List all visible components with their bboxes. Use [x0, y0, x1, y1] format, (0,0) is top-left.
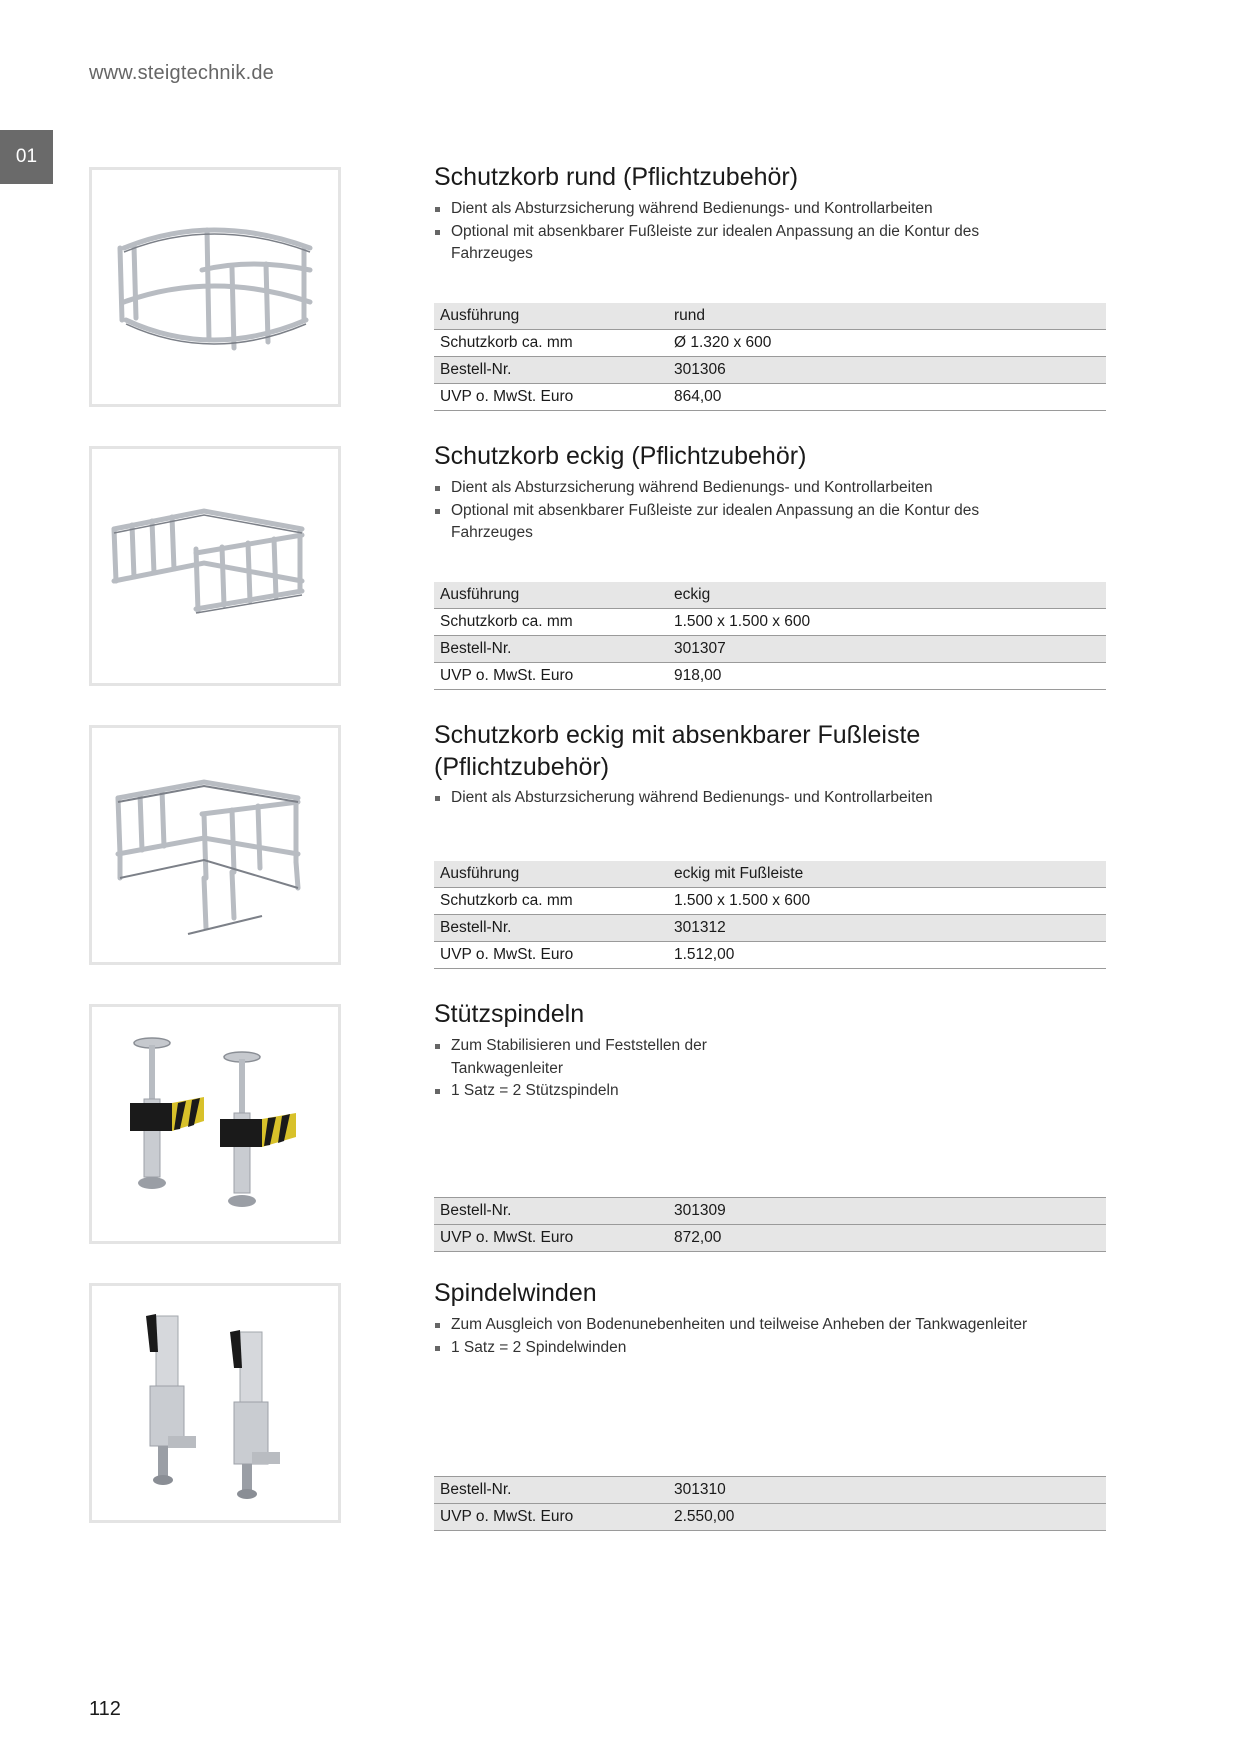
- spec-value: eckig: [668, 582, 1106, 609]
- spec-value: 301312: [668, 915, 1106, 942]
- product-image: [89, 725, 341, 965]
- support-spindles-icon: [92, 1007, 338, 1241]
- product-image: [89, 1004, 341, 1244]
- spec-table: [434, 303, 1106, 411]
- spec-value: eckig mit Fußleiste: [668, 861, 1106, 888]
- spec-row: [434, 1225, 1106, 1252]
- spec-label: Schutzkorb ca. mm: [434, 330, 668, 357]
- product-title: Schutzkorb eckig (Pflichtzubehör): [434, 442, 807, 470]
- spec-label: Schutzkorb ca. mm: [434, 888, 668, 915]
- spec-label: UVP o. MwSt. Euro: [434, 1504, 668, 1531]
- page-number: 112: [89, 1698, 121, 1720]
- spec-row: [434, 1477, 1106, 1504]
- feature-item: 1 Satz = 2 Spindelwinden: [434, 1337, 1154, 1360]
- spec-label: Bestell-Nr.: [434, 636, 668, 663]
- spec-value: 301307: [668, 636, 1106, 663]
- spec-label: Bestell-Nr.: [434, 1198, 668, 1225]
- spec-row: [434, 915, 1106, 942]
- feature-list: [434, 1035, 1154, 1103]
- spec-row: [434, 1198, 1106, 1225]
- square-safety-cage-with-toe-board-icon: [92, 728, 338, 962]
- spec-label: Ausführung: [434, 861, 668, 888]
- spec-row: [434, 330, 1106, 357]
- spec-value: Ø 1.320 x 600: [668, 330, 1106, 357]
- spec-row: [434, 609, 1106, 636]
- spec-row: [434, 888, 1106, 915]
- spec-label: Bestell-Nr.: [434, 1477, 668, 1504]
- feature-list: [434, 477, 1154, 545]
- spec-label: Schutzkorb ca. mm: [434, 609, 668, 636]
- product-schutzkorb-eckig: [0, 442, 1240, 692]
- spec-value: 918,00: [668, 663, 1106, 690]
- product-schutzkorb-rund: [0, 163, 1240, 413]
- spec-value: rund: [668, 303, 1106, 330]
- product-schutzkorb-eckig-fussleiste: [0, 721, 1240, 971]
- spec-label: Bestell-Nr.: [434, 357, 668, 384]
- feature-item: 1 Satz = 2 Stützspindeln: [434, 1080, 1154, 1103]
- feature-item: Optional mit absenkbarer Fußleiste zur idealen Anpassung an die Kontur des Fahrzeuges: [434, 500, 1051, 545]
- product-title: Spindelwinden: [434, 1279, 597, 1307]
- spec-value: 301306: [668, 357, 1106, 384]
- spec-label: UVP o. MwSt. Euro: [434, 663, 668, 690]
- spec-row: [434, 1504, 1106, 1531]
- product-image: [89, 1283, 341, 1523]
- spec-value: 1.500 x 1.500 x 600: [668, 888, 1106, 915]
- spec-label: UVP o. MwSt. Euro: [434, 384, 668, 411]
- feature-item: Dient als Absturzsicherung während Bedienungs- und Kontrollarbeiten: [434, 198, 1154, 221]
- spec-row: [434, 582, 1106, 609]
- product-stuetzspindeln: [0, 1000, 1240, 1250]
- site-url: www.steigtechnik.de: [89, 62, 275, 84]
- feature-item: Dient als Absturzsicherung während Bedienungs- und Kontrollarbeiten: [434, 787, 1154, 810]
- product-title: Schutzkorb eckig mit absenkbarer Fußleiste (Pflichtzubehör): [434, 721, 921, 781]
- spec-table: [434, 1197, 1106, 1252]
- spec-row: [434, 384, 1106, 411]
- feature-item: Optional mit absenkbarer Fußleiste zur idealen Anpassung an die Kontur des Fahrzeuges: [434, 221, 1051, 266]
- spindle-jacks-icon: [92, 1286, 338, 1520]
- spec-label: Ausführung: [434, 582, 668, 609]
- spec-value: 301310: [668, 1477, 1106, 1504]
- feature-item: Zum Ausgleich von Bodenunebenheiten und teilweise Anheben der Tankwagenleiter: [434, 1314, 1154, 1337]
- spec-value: 301309: [668, 1198, 1106, 1225]
- spec-row: [434, 663, 1106, 690]
- spec-row: [434, 357, 1106, 384]
- spec-value: 864,00: [668, 384, 1106, 411]
- spec-label: Bestell-Nr.: [434, 915, 668, 942]
- product-title: Schutzkorb rund (Pflichtzubehör): [434, 163, 799, 191]
- spec-label: UVP o. MwSt. Euro: [434, 1225, 668, 1252]
- round-safety-cage-icon: [92, 170, 338, 404]
- chapter-tab: 01: [0, 130, 53, 184]
- feature-list: [434, 787, 1154, 810]
- spec-row: [434, 942, 1106, 969]
- spec-value: 1.512,00: [668, 942, 1106, 969]
- spec-row: [434, 636, 1106, 663]
- spec-value: 872,00: [668, 1225, 1106, 1252]
- spec-value: 2.550,00: [668, 1504, 1106, 1531]
- spec-row: [434, 861, 1106, 888]
- spec-table: [434, 582, 1106, 690]
- feature-item: Dient als Absturzsicherung während Bedienungs- und Kontrollarbeiten: [434, 477, 1154, 500]
- spec-label: UVP o. MwSt. Euro: [434, 942, 668, 969]
- spec-value: 1.500 x 1.500 x 600: [668, 609, 1106, 636]
- feature-list: [434, 1314, 1154, 1359]
- spec-table: [434, 861, 1106, 969]
- spec-table: [434, 1476, 1106, 1531]
- product-image: [89, 167, 341, 407]
- square-safety-cage-icon: [92, 449, 338, 683]
- product-spindelwinden: [0, 1279, 1240, 1529]
- spec-row: [434, 303, 1106, 330]
- feature-item: Zum Stabilisieren und Feststellen der Tankwagenleiter: [434, 1035, 711, 1080]
- feature-list: [434, 198, 1154, 266]
- spec-label: Ausführung: [434, 303, 668, 330]
- product-image: [89, 446, 341, 686]
- product-title: Stützspindeln: [434, 1000, 585, 1028]
